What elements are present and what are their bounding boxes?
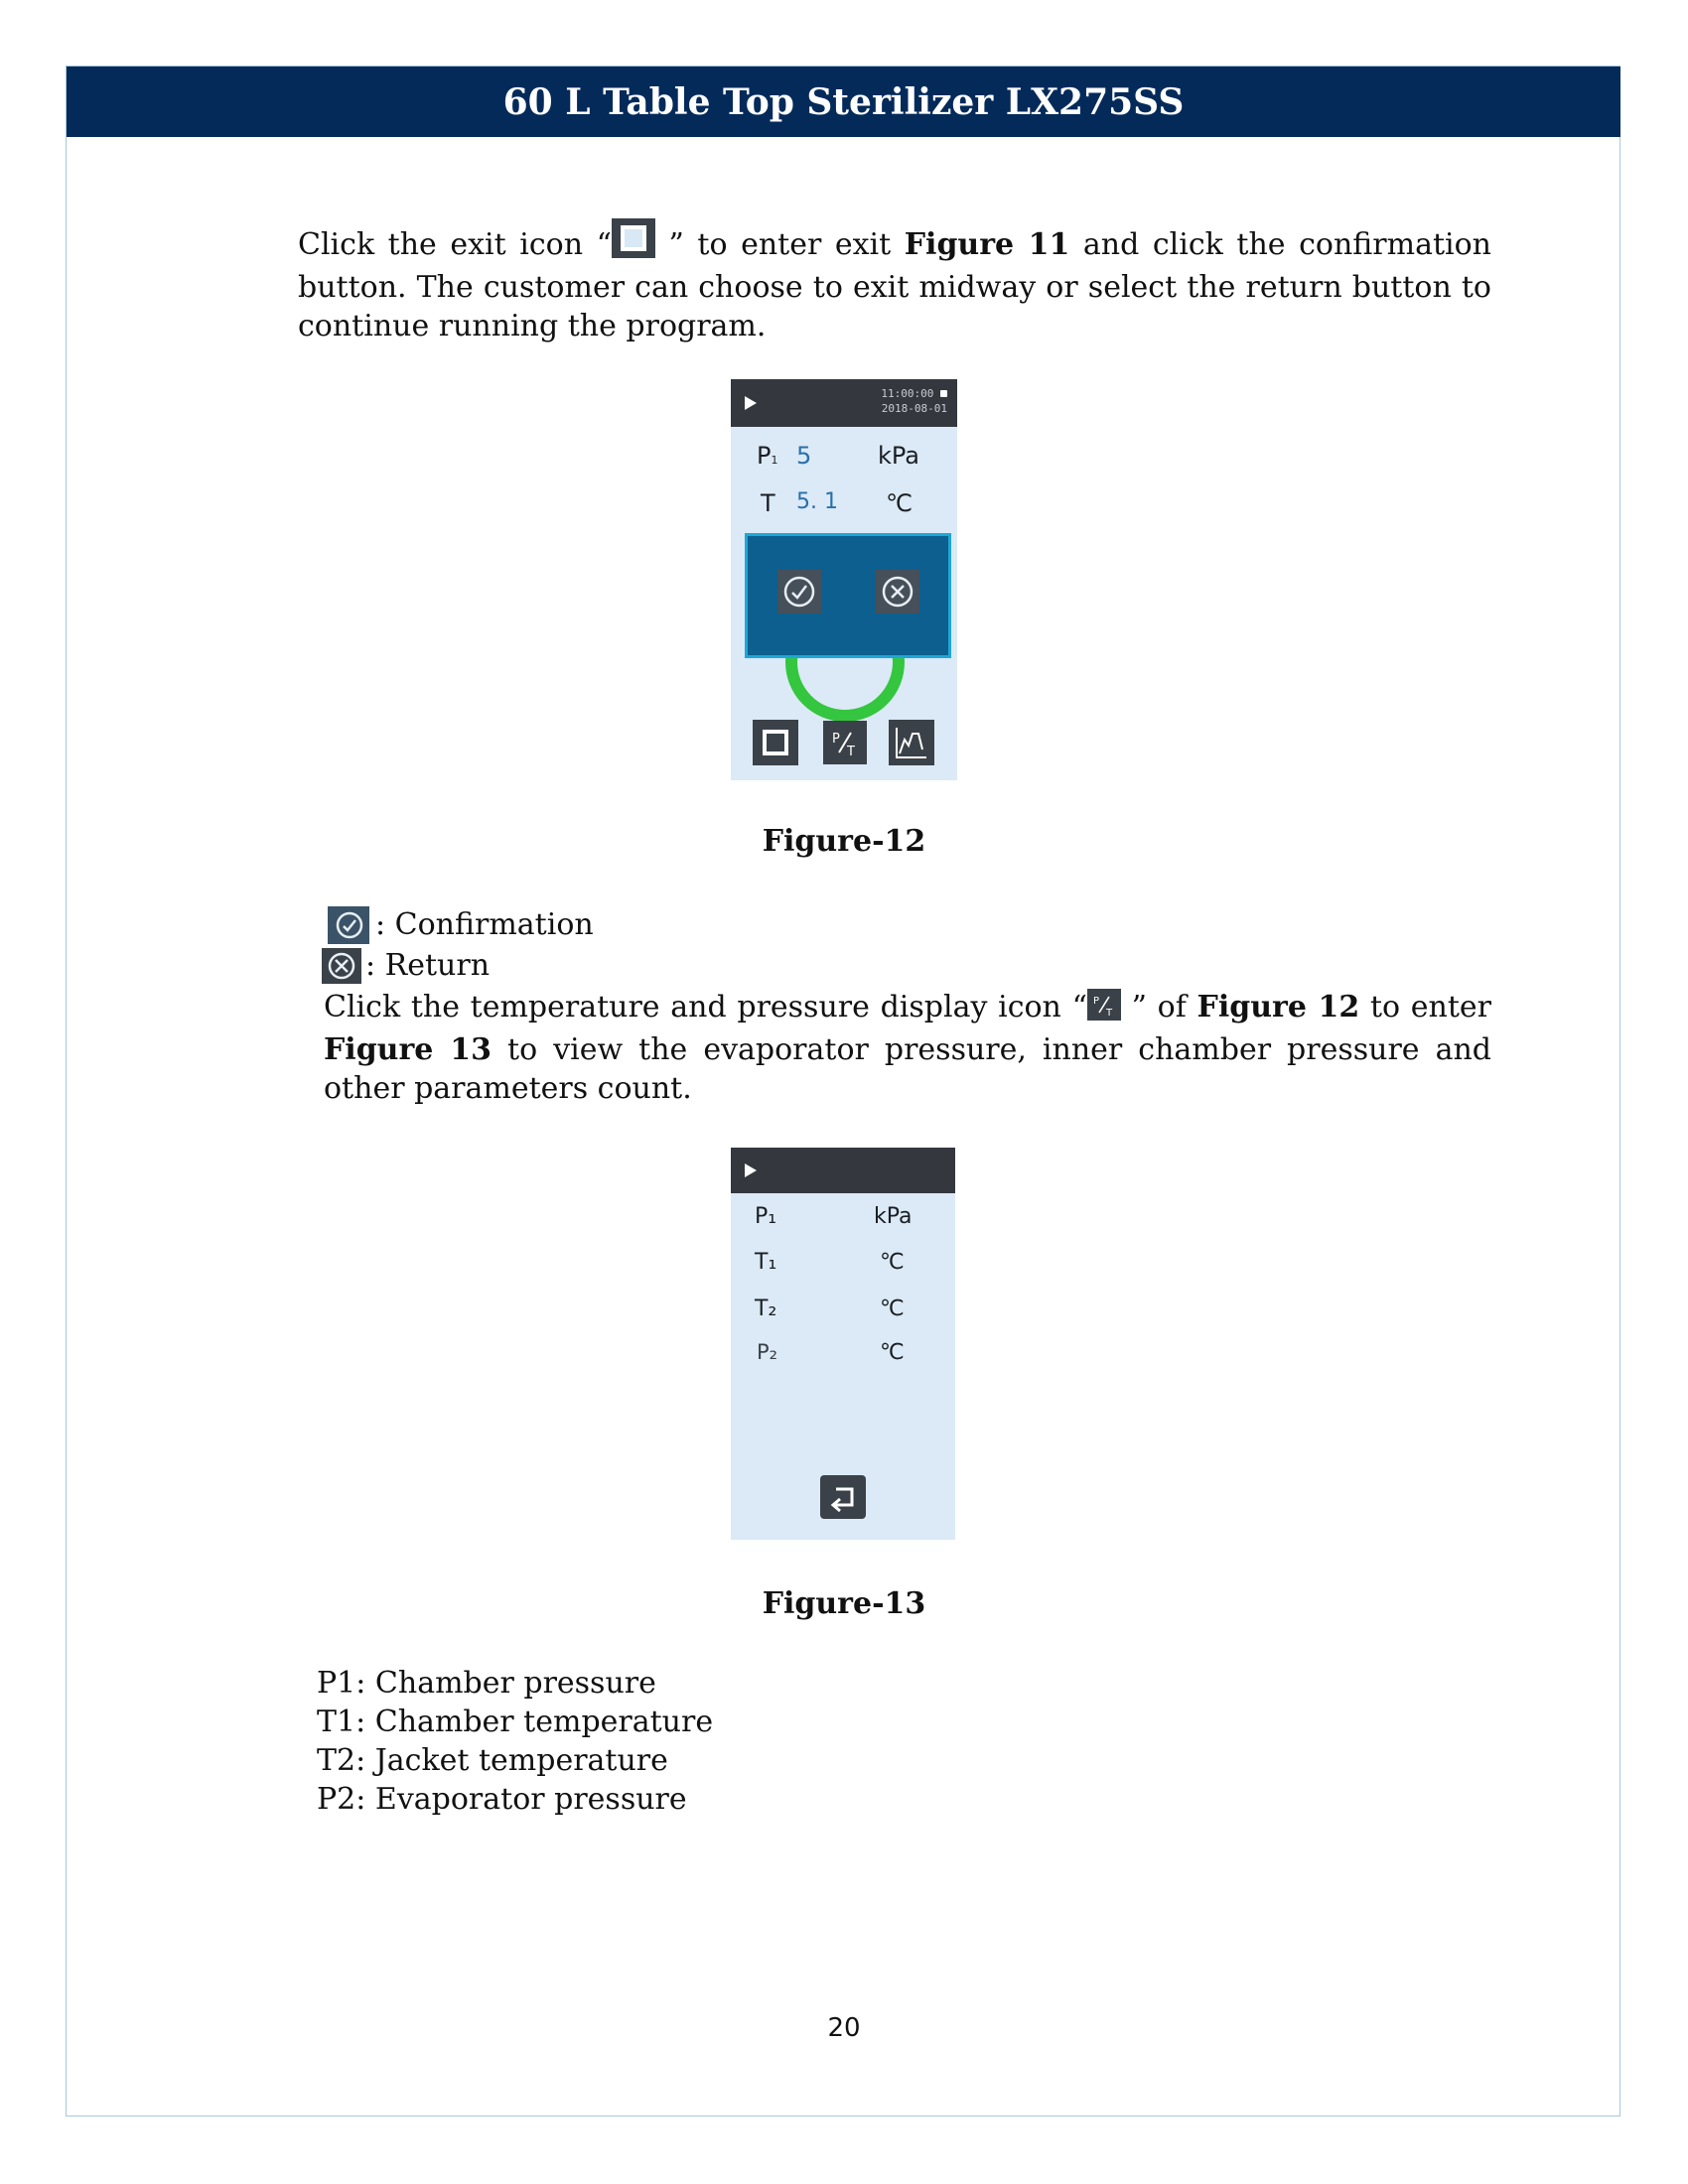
back-icon bbox=[820, 1475, 866, 1519]
pressure-value: 5 bbox=[796, 442, 812, 470]
status-bar bbox=[731, 1148, 955, 1193]
intro-text-2: ” to enter exit bbox=[668, 227, 905, 262]
pt-text-2: ” of bbox=[1131, 990, 1197, 1024]
curve-button[interactable] bbox=[889, 720, 934, 765]
exit-button[interactable] bbox=[753, 720, 798, 765]
pt-display-icon bbox=[1087, 989, 1121, 1030]
legend-return-text: : Return bbox=[365, 948, 491, 983]
intro-paragraph bbox=[298, 218, 1491, 345]
legend-return bbox=[322, 946, 490, 985]
row-unit-t2: ℃ bbox=[880, 1297, 905, 1321]
play-icon bbox=[745, 396, 757, 410]
svg-text:T: T bbox=[1105, 1008, 1113, 1019]
svg-text:P: P bbox=[832, 732, 840, 747]
row-label-p1: P₁ bbox=[755, 1204, 777, 1229]
cancel-icon bbox=[876, 570, 919, 614]
figure-12-screen bbox=[731, 379, 957, 780]
temp-label: T bbox=[761, 489, 775, 517]
definition-item: T1: Chamber temperature bbox=[317, 1705, 714, 1739]
row-unit-p1: kPa bbox=[874, 1204, 913, 1229]
check-icon bbox=[328, 906, 369, 944]
page-header: 60 L Table Top Sterilizer LX275SS bbox=[67, 67, 1620, 137]
row-label-p2: P₂ bbox=[757, 1340, 778, 1364]
legend-confirm-text: : Confirmation bbox=[375, 907, 594, 942]
svg-text:P: P bbox=[1092, 996, 1099, 1007]
row-label-t2: T₂ bbox=[755, 1297, 777, 1321]
pt-text-4: to view the evaporator pressure, inner chamber pressure and other parameters count. bbox=[324, 1032, 1491, 1106]
status-bar bbox=[731, 379, 957, 427]
confirm-button[interactable] bbox=[777, 570, 821, 614]
figure-11-ref: Figure 11 bbox=[904, 227, 1070, 262]
lock-icon bbox=[940, 390, 947, 397]
pt-display-icon bbox=[823, 721, 867, 764]
intro-text-3: and click the confirmation button. The customer can choose to exit midway or select the return button to continue running the program. bbox=[298, 227, 1491, 343]
back-button[interactable] bbox=[820, 1475, 866, 1519]
figure-13-ref: Figure 13 bbox=[324, 1032, 492, 1067]
figure-13-screen bbox=[731, 1148, 955, 1540]
pt-display-button[interactable] bbox=[823, 721, 867, 764]
cancel-icon bbox=[322, 948, 361, 984]
stop-icon bbox=[753, 720, 798, 765]
definitions-list bbox=[317, 1664, 713, 1819]
check-icon bbox=[777, 570, 821, 614]
temp-unit: ℃ bbox=[886, 489, 913, 517]
row-unit-t1: ℃ bbox=[880, 1250, 905, 1275]
definition-item: P2: Evaporator pressure bbox=[317, 1782, 687, 1817]
clock bbox=[881, 386, 947, 416]
pt-text-3: to enter bbox=[1359, 990, 1492, 1024]
pressure-label: P1 bbox=[757, 442, 778, 470]
figure-12-caption: Figure-12 bbox=[762, 824, 926, 859]
exit-dialog bbox=[745, 533, 951, 658]
temp-value: 5. 1 bbox=[796, 489, 838, 514]
clock-date: 2018-08-01 bbox=[881, 402, 947, 415]
clock-time: 11:00:00 bbox=[881, 387, 934, 400]
definition-item: P1: Chamber pressure bbox=[317, 1666, 656, 1701]
legend-confirm bbox=[328, 905, 594, 944]
definition-item: T2: Jacket temperature bbox=[317, 1743, 668, 1778]
return-button[interactable] bbox=[876, 570, 919, 614]
pt-paragraph bbox=[324, 988, 1491, 1108]
curve-icon bbox=[889, 720, 934, 765]
row-unit-p2: ℃ bbox=[880, 1340, 905, 1365]
pt-text-1: Click the temperature and pressure display icon “ bbox=[324, 990, 1087, 1024]
stop-icon bbox=[612, 218, 655, 268]
pressure-unit: kPa bbox=[878, 442, 919, 470]
page-number: 20 bbox=[827, 2013, 861, 2043]
intro-text-1: Click the exit icon “ bbox=[298, 227, 612, 262]
row-label-t1: T₁ bbox=[755, 1250, 777, 1275]
play-icon bbox=[745, 1163, 757, 1177]
figure-12-ref: Figure 12 bbox=[1196, 990, 1360, 1024]
svg-text:T: T bbox=[847, 745, 855, 759]
figure-13-caption: Figure-13 bbox=[762, 1586, 926, 1621]
